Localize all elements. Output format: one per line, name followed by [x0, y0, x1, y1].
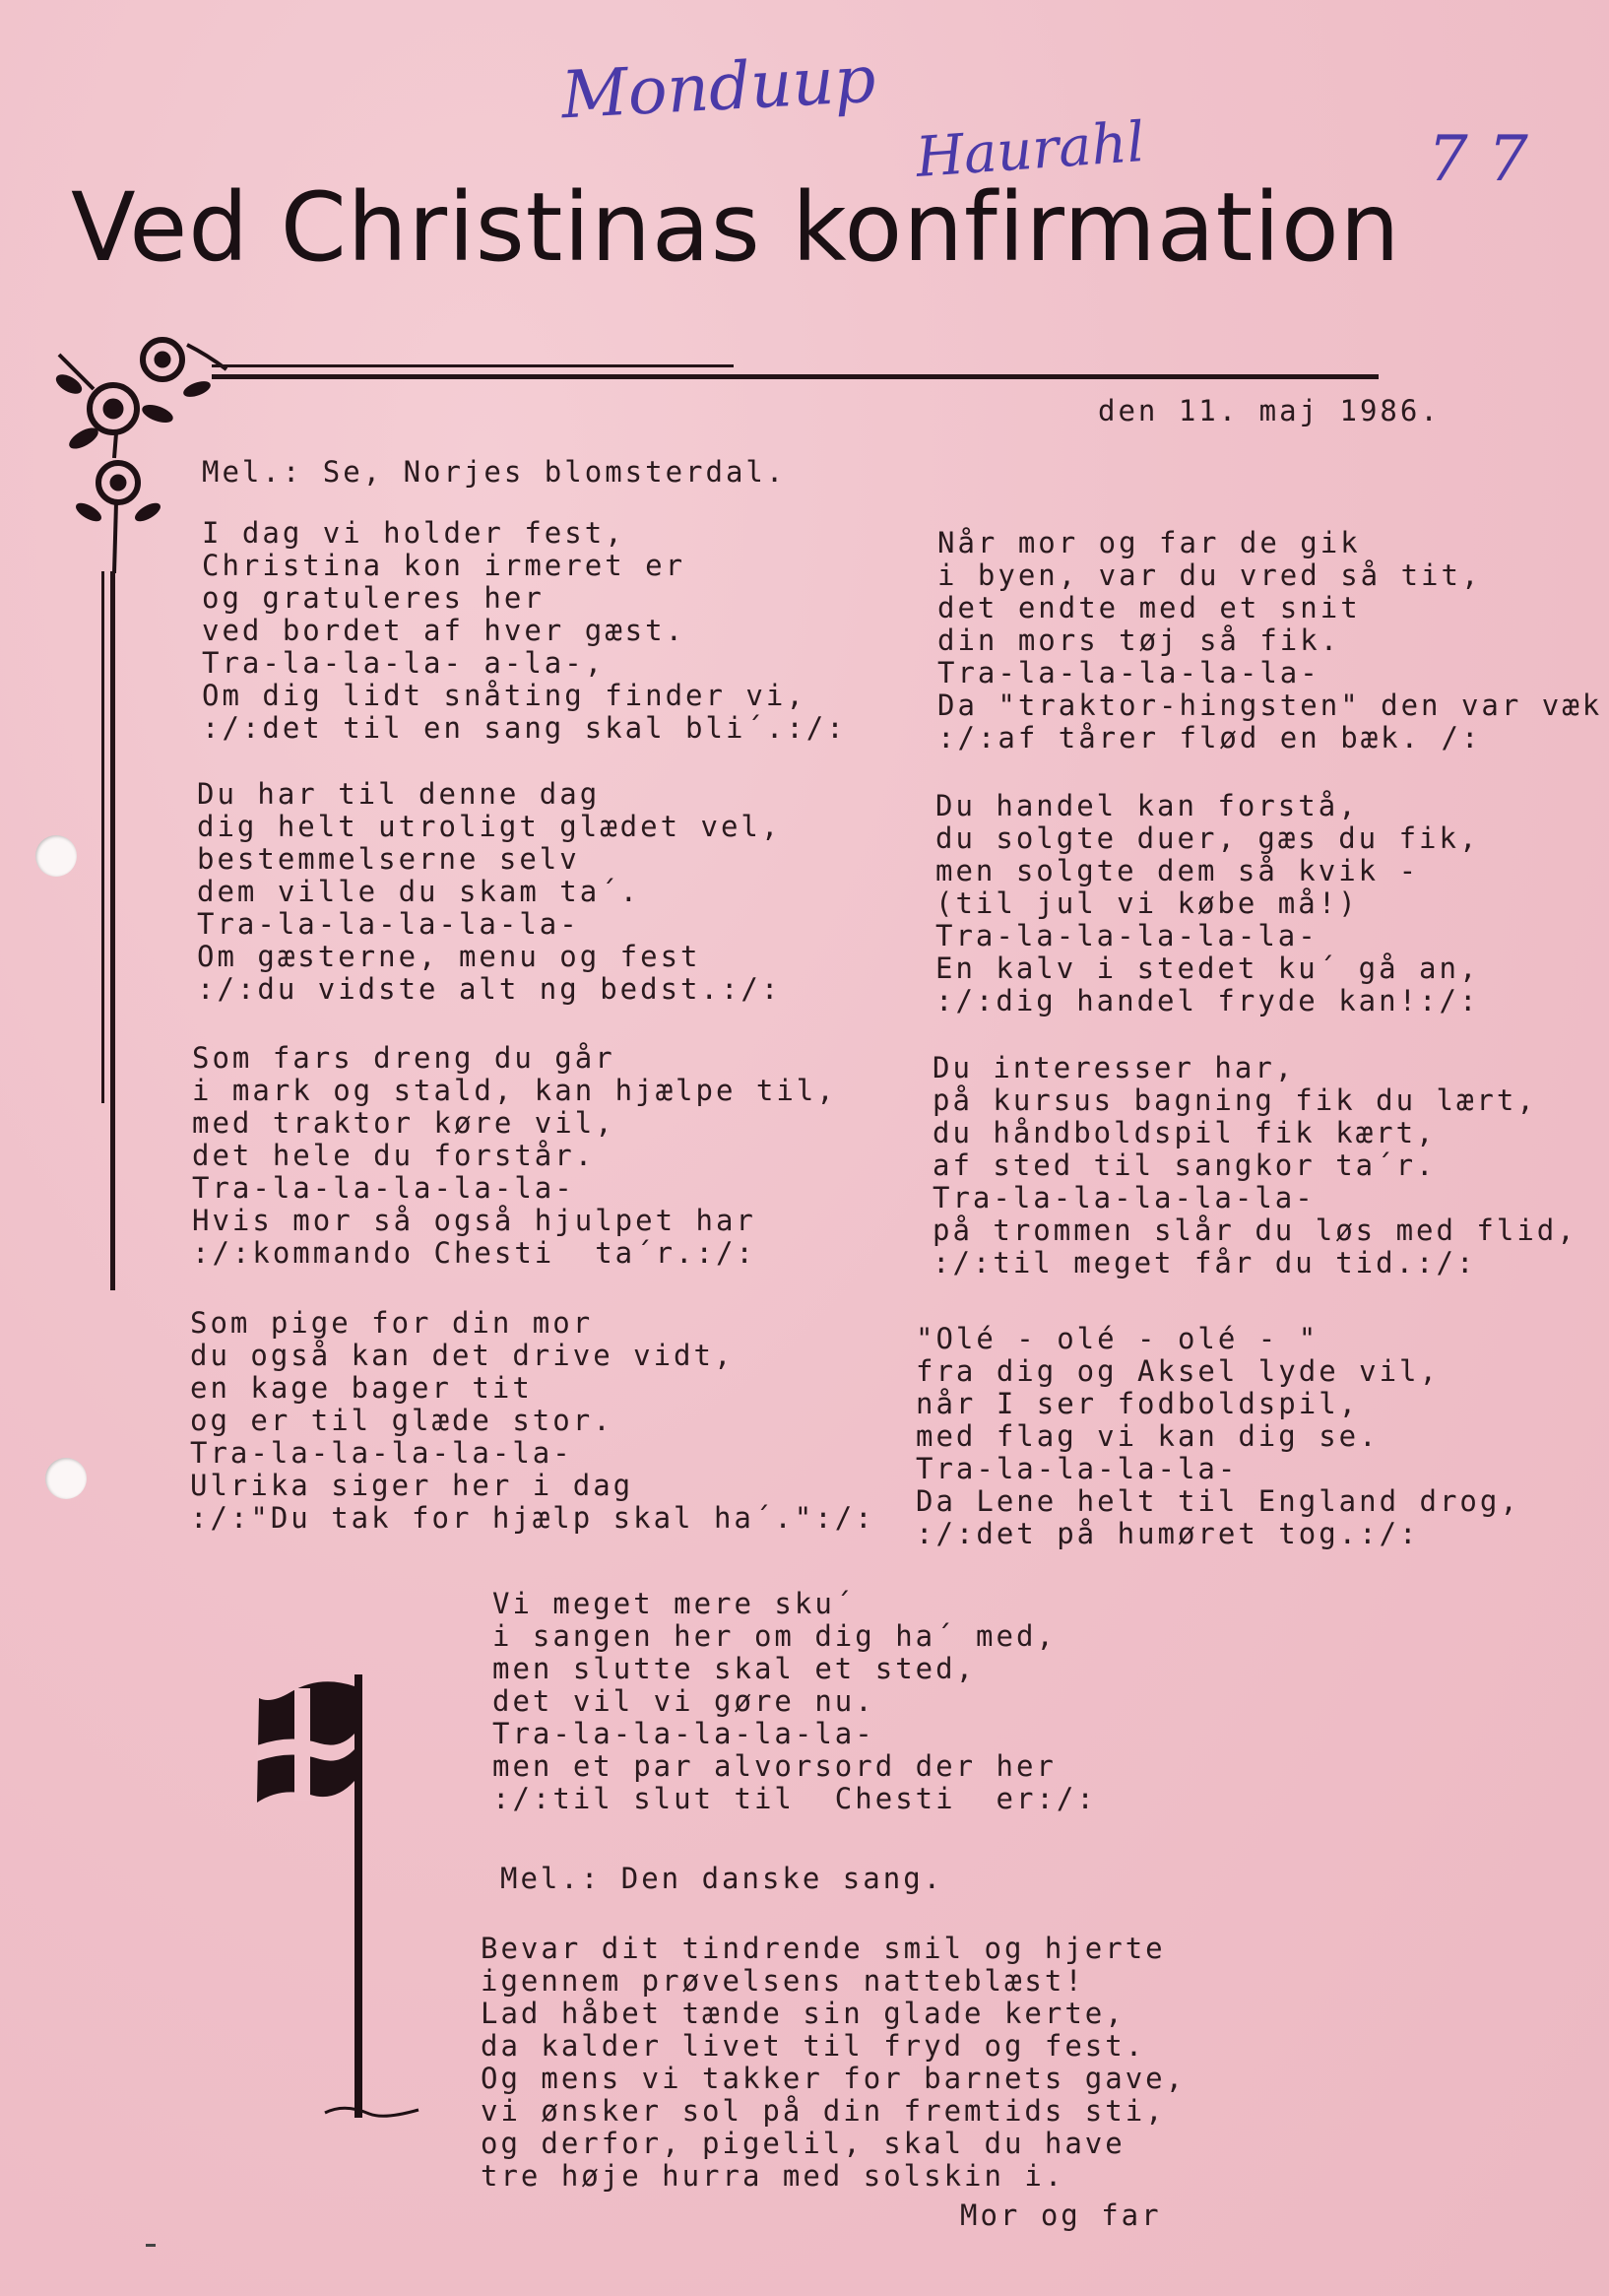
verse-line: :/:af tårer flød en bæk. /:: [937, 721, 1482, 754]
signature: Mor og far: [960, 2198, 1162, 2232]
verse-line: Om gæsterne, menu og fest: [197, 940, 701, 973]
verse-line: "Olé - olé - olé - ": [916, 1322, 1319, 1355]
verse-line: Og mens vi takker for barnets gave,: [481, 2062, 1187, 2095]
verse-line: :/:til slut til Chesti er:/:: [492, 1782, 1097, 1815]
verse-line: på trommen slår du løs med flid,: [933, 1214, 1577, 1247]
punch-hole: [35, 835, 77, 877]
verse-line: Tra-la-la-la-la-: [916, 1452, 1239, 1485]
verse-line: Du handel kan forstå,: [935, 789, 1359, 822]
verse-line: Som pige for din mor: [190, 1306, 594, 1340]
verse-line: det hele du forstår.: [192, 1139, 596, 1172]
verse-right-3: [933, 1052, 1577, 1279]
handwritten-note-1: Monduup: [559, 40, 878, 134]
verse-line: :/:kommando Chesti ta´r.:/:: [192, 1236, 756, 1270]
verse-line: :/:du vidste alt ng bedst.:/:: [197, 972, 782, 1006]
verse-line: med traktor køre vil,: [192, 1106, 615, 1140]
verse-line: I dag vi holder fest,: [202, 516, 625, 550]
verse-line: vi ønsker sol på din fremtids sti,: [481, 2094, 1166, 2128]
verse-line: i mark og stald, kan hjælpe til,: [192, 1074, 837, 1107]
verse-line: du håndboldspil fik kært,: [933, 1116, 1437, 1149]
verse-line: :/:det til en sang skal bli´.:/:: [202, 711, 847, 745]
verse-line: det endte med et snit: [937, 591, 1361, 624]
header-rule: [212, 374, 1379, 379]
verse-left-3: [192, 1042, 837, 1270]
verse-line: Vi meget mere sku´: [492, 1587, 856, 1620]
verse-line: når I ser fodboldspil,: [916, 1387, 1360, 1420]
verse-line: Om dig lidt snåting finder vi,: [202, 679, 806, 712]
verse-line: Tra-la-la-la- a-la-,: [202, 646, 606, 680]
verse-line: men et par alvorsord der her: [492, 1749, 1057, 1783]
verse-left-4: [190, 1307, 875, 1535]
verse-line: Tra-la-la-la-la-la-: [933, 1181, 1316, 1214]
verse-line: da kalder livet til fryd og fest.: [481, 2029, 1146, 2063]
verse-line: Tra-la-la-la-la-la-: [492, 1717, 875, 1750]
date-line: den 11. maj 1986.: [1098, 394, 1441, 427]
melody-line-2: Mel.: Den danske sang.: [500, 1862, 944, 1895]
verse-line: Du interesser har,: [933, 1051, 1296, 1084]
verse-right-4: [916, 1323, 1520, 1550]
verse-line: i sangen her om dig ha´ med,: [492, 1619, 1057, 1653]
verse-line: og gratuleres her: [202, 581, 545, 615]
verse-line: igennem prøvelsens natteblæst!: [481, 1964, 1085, 1998]
verse-line: og derfor, pigelil, skal du have: [481, 2127, 1126, 2160]
verse-line: du solgte duer, gæs du fik,: [935, 821, 1480, 855]
verse-line: bestemmelserne selv: [197, 842, 580, 876]
handwritten-note-2: Haurahl: [914, 109, 1147, 191]
verse-line: Hvis mor så også hjulpet har: [192, 1204, 756, 1237]
melody-line: Mel.: Se, Norjes blomsterdal.: [202, 455, 787, 489]
verse-line: Tra-la-la-la-la-la-: [935, 919, 1319, 952]
verse-line: Tra-la-la-la-la-la-: [197, 907, 580, 941]
verse-line: Du har til denne dag: [197, 777, 601, 811]
page-mark: [146, 2244, 156, 2247]
side-rule-thin: [101, 571, 104, 1103]
verse-line: en kage bager tit: [190, 1371, 533, 1405]
verse-line: Lad håbet tænde sin glade kerte,: [481, 1997, 1126, 2030]
verse-left-2: [197, 778, 781, 1006]
verse-line: ved bordet af hver gæst.: [202, 614, 686, 647]
verse-line: Bevar dit tindrende smil og hjerte: [481, 1932, 1166, 1965]
punch-hole: [45, 1458, 87, 1499]
verse-line: på kursus bagning fik du lært,: [933, 1083, 1537, 1117]
verse-line: Tra-la-la-la-la-la-: [192, 1171, 575, 1205]
page-title: Ved Christinas konfirmation: [71, 172, 1401, 283]
danish-flag-icon: [251, 1665, 428, 2137]
verse-right-2: [935, 790, 1479, 1017]
verse-line: Som fars dreng du går: [192, 1041, 615, 1075]
verse-line: dig helt utroligt glædet vel,: [197, 810, 782, 843]
final-verse: [481, 1933, 1186, 2193]
verse-center: [492, 1588, 1097, 1815]
verse-line: Ulrika siger her i dag: [190, 1469, 634, 1502]
verse-line: men slutte skal et sted,: [492, 1652, 977, 1685]
handwritten-page-mark: 7 7: [1428, 123, 1528, 196]
verse-line: men solgte dem så kvik -: [935, 854, 1420, 887]
side-rule: [110, 571, 115, 1290]
verse-line: En kalv i stedet ku´ gå an,: [935, 951, 1480, 985]
verse-line: din mors tøj så fik.: [937, 623, 1341, 657]
verse-line: fra dig og Aksel lyde vil,: [916, 1354, 1440, 1388]
verse-line: med flag vi kan dig se.: [916, 1419, 1380, 1453]
verse-line: Tra-la-la-la-la-la-: [190, 1436, 573, 1470]
verse-line: :/:det på humøret tog.:/:: [916, 1517, 1420, 1550]
verse-line: Da Lene helt til England drog,: [916, 1484, 1520, 1518]
verse-line: (til jul vi købe må!): [935, 886, 1359, 920]
verse-right-1: [937, 527, 1602, 754]
verse-line: i byen, var du vred så tit,: [937, 558, 1482, 592]
verse-left-1: [202, 517, 847, 745]
verse-line: det vil vi gøre nu.: [492, 1684, 875, 1718]
verse-line: :/:dig handel fryde kan!:/:: [935, 984, 1480, 1017]
verse-line: :/:til meget får du tid.:/:: [933, 1246, 1477, 1279]
verse-line: Tra-la-la-la-la-la-: [937, 656, 1320, 689]
verse-line: du også kan det drive vidt,: [190, 1339, 735, 1372]
verse-line: :/:"Du tak for hjælp skal ha´.":/:: [190, 1501, 875, 1535]
verse-line: Når mor og far de gik: [937, 526, 1361, 559]
verse-line: og er til glæde stor.: [190, 1404, 613, 1437]
verse-line: tre høje hurra med solskin i.: [481, 2159, 1065, 2193]
verse-line: af sted til sangkor ta´r.: [933, 1148, 1437, 1182]
verse-line: dem ville du skam ta´.: [197, 875, 641, 908]
verse-line: Christina kon irmeret er: [202, 549, 686, 582]
header-rule-thin: [212, 364, 734, 367]
verse-line: Da "traktor-hingsten" den var væk: [937, 689, 1603, 722]
